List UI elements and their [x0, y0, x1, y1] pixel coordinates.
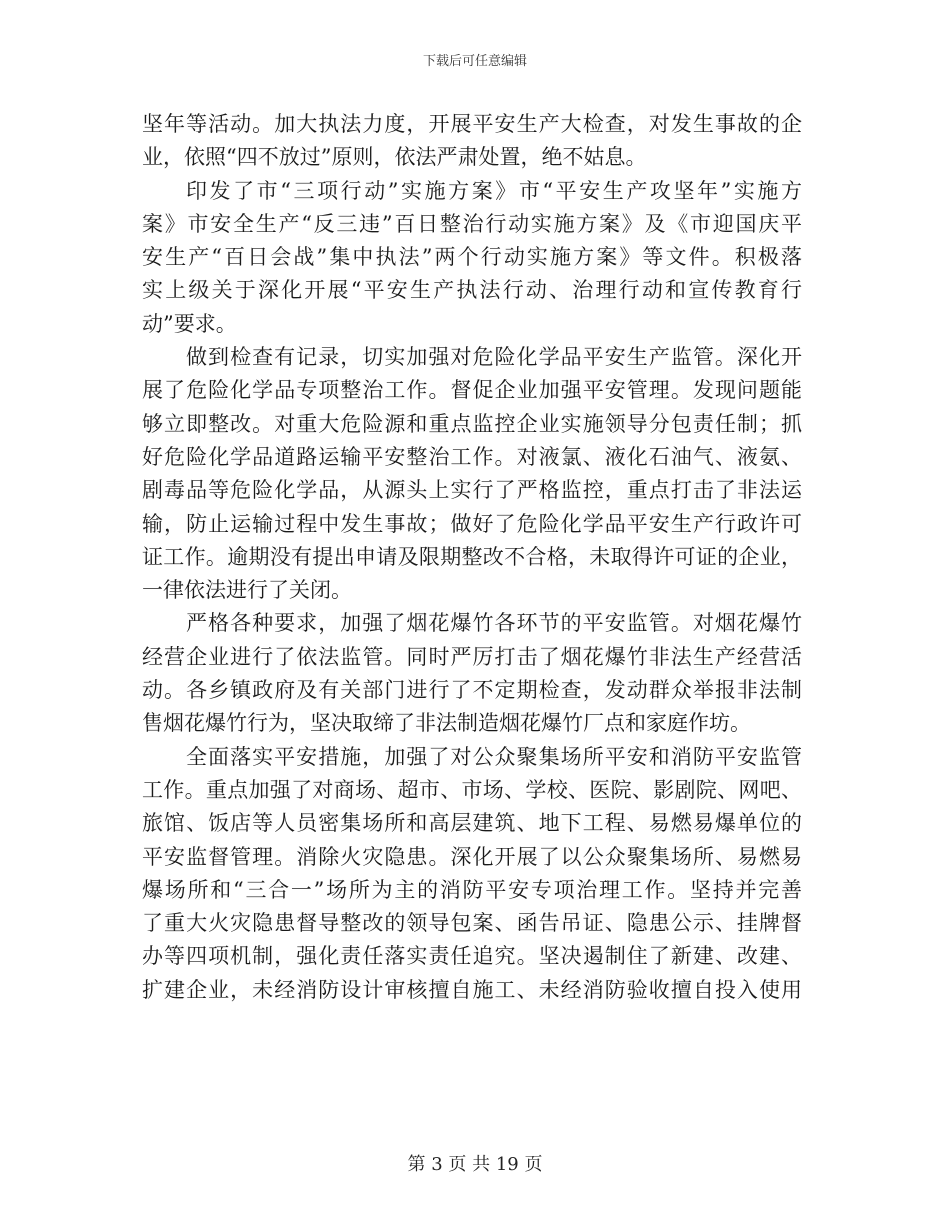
text-line: 证工作。逾期没有提出申请及限期整改不合格，未取得许可证的企业， [142, 544, 802, 569]
text-line: 坚年等活动。加大执法力度，开展平安生产大检查，对发生事故的企 [142, 112, 802, 136]
text-line: 动。各乡镇政府及有关部门进行了不定期检查，发动群众举报非法制 [142, 678, 802, 703]
text-line: 了重大火灾隐患督导整改的领导包案、函告吊证、隐患公示、挂牌督 [142, 911, 802, 936]
text-line: 展了危险化学品专项整治工作。督促企业加强平安管理。发现问题能 [142, 378, 802, 403]
text-line: 做到检查有记录，切实加强对危险化学品平安生产监管。深化开 [186, 345, 802, 370]
text-line: 售烟花爆竹行为，坚决取缔了非法制造烟花爆竹厂点和家庭作坊。 [142, 711, 751, 736]
text-line: 扩建企业，未经消防设计审核擅自施工、未经消防验收擅自投入使用 [142, 977, 802, 1002]
text-line: 好危险化学品道路运输平安整治工作。对液氯、液化石油气、液氨、 [142, 444, 802, 469]
text-line: 爆场所和“三合一”场所为主的消防平安专项治理工作。坚持并完善 [142, 877, 802, 902]
text-line: 安生产“百日会战”集中执法”两个行动实施方案》等文件。积极落 [142, 245, 802, 270]
text-line: 工作。重点加强了对商场、超市、市场、学校、医院、影剧院、网吧、 [142, 777, 802, 802]
text-line: 案》市安全生产“反三违”百日整治行动实施方案》及《市迎国庆平 [142, 211, 802, 236]
document-body [142, 108, 802, 1007]
text-line: 全面落实平安措施，加强了对公众聚集场所平安和消防平安监管 [186, 744, 802, 769]
text-line: 输，防止运输过程中发生事故；做好了危险化学品平安生产行政许可 [142, 511, 802, 536]
text-line: 办等四项机制，强化责任落实责任追究。坚决遏制住了新建、改建、 [142, 944, 802, 969]
text-line: 旅馆、饭店等人员密集场所和高层建筑、地下工程、易燃易爆单位的 [142, 811, 802, 836]
page-number-footer: 第 3 页 共 19 页 [407, 1154, 543, 1175]
text-line: 业，依照“四不放过”原则，依法严肃处置，绝不姑息。 [142, 145, 647, 170]
text-line: 实上级关于深化开展“平安生产执法行动、治理行动和宣传教育行 [142, 278, 802, 303]
text-line: 一律依法进行了关闭。 [142, 578, 352, 603]
text-line: 经营企业进行了依法监管。同时严厉打击了烟花爆竹非法生产经营活 [142, 644, 802, 669]
text-line: 动”要求。 [142, 311, 237, 336]
text-line: 够立即整改。对重大危险源和重点监控企业实施领导分包责任制；抓 [142, 411, 802, 436]
text-line: 平安监督管理。消除火灾隐患。深化开展了以公众聚集场所、易燃易 [142, 844, 802, 869]
text-line: 剧毒品等危险化学品，从源头上实行了严格监控，重点打击了非法运 [142, 478, 802, 503]
text-line: 严格各种要求，加强了烟花爆竹各环节的平安监管。对烟花爆竹 [186, 611, 802, 636]
text-line: 印发了市“三项行动”实施方案》市“平安生产攻坚年”实施方 [186, 178, 802, 203]
header-note: 下载后可任意编辑 [422, 54, 527, 69]
